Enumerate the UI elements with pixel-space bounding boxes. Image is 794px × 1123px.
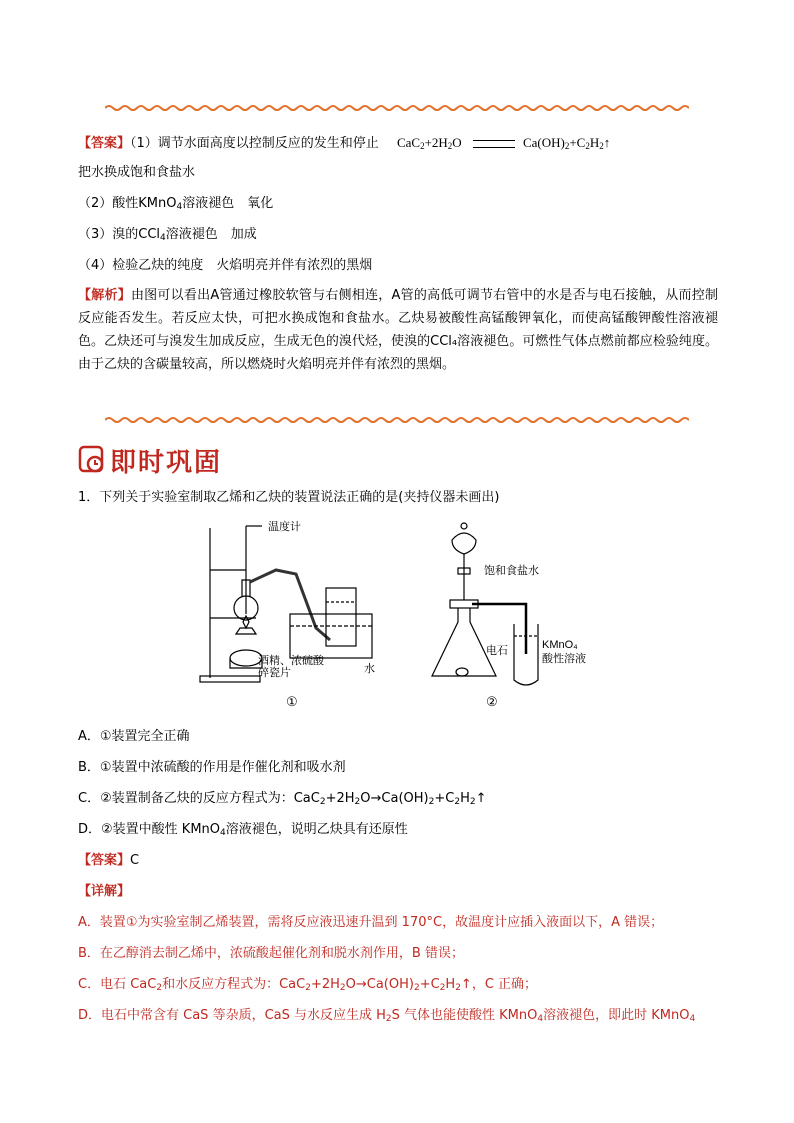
label-brine: 饱和食盐水 <box>484 565 539 577</box>
label-carbide: 电石 <box>486 645 508 657</box>
detail-d: D．电石中常含有 CaS 等杂质，CaS 与水反应生成 $H_2S$ 气体也能使酸性 KMnO$_4$溶液褪色，即此时 KMnO$_4$ <box>78 1008 696 1024</box>
calcium-carbide <box>456 668 468 676</box>
answer-1-text: （1）调节水面高度以控制反应的发生和停止 <box>130 136 379 151</box>
label-acidic-solution: 酸性溶液 <box>542 653 586 665</box>
water-trough <box>290 614 372 658</box>
answer-line <box>78 852 139 870</box>
detail-c: C．电石 CaC$_2$和水反应方程式为：$CaC_2+2H_2O\to Ca(OH)_2+C_2H_2↑$，C 正确； <box>78 977 538 993</box>
answer-line-5: （4）检验乙炔的纯度 火焰明亮并伴有浓烈的黑烟 <box>78 258 373 273</box>
analysis-paragraph <box>78 284 718 376</box>
clock-book-icon <box>78 445 106 473</box>
answer-label: 【答案】 <box>78 136 131 151</box>
answer-line-1 <box>78 134 610 153</box>
option-a: A．①装置完全正确 <box>78 729 190 744</box>
option-d: D．②装置中酸性 KMnO$_4$溶液褪色，说明乙炔具有还原性 <box>78 822 408 838</box>
detail-label: 【详解】 <box>78 884 131 899</box>
answer-line-2: 把水换成饱和食盐水 <box>78 165 196 180</box>
answer-line-4: （3）溴的CCl$_4$溶液褪色 加成 <box>78 227 257 243</box>
answer-label-2: 【答案】 <box>78 853 131 868</box>
label-alcohol-acid: 酒精、浓硫酸 <box>258 655 324 667</box>
label-water: 水 <box>364 663 375 675</box>
wavy-divider-bottom <box>105 416 689 424</box>
label-fig1: ① <box>286 694 298 709</box>
conical-flask <box>432 608 496 676</box>
wavy-divider-top <box>105 104 689 112</box>
label-kmno4: KMnO₄ <box>542 639 578 651</box>
detail-a: A．装置①为实验室制乙烯装置，需将反应液迅速升温到 170°C，故温度计应插入液面以下，A 错误； <box>78 915 664 930</box>
question-stem: 1．下列关于实验室制取乙烯和乙炔的装置说法正确的是(夹持仪器未画出) <box>78 490 500 505</box>
answer-1-equation: $CaC_2+2H_2O$ $Ca(OH)_2+C_2H_2↑$ <box>396 135 611 151</box>
analysis-text: 由图可以看出A管通过橡胶软管与右侧相连，A管的高低可调节右管中的水是否与电石接触，从而控制反应能否发生。若反应太快，可把水换成饱和食盐水。乙炔易被酸性高锰酸钾氧化，而使高锰酸钾酸性溶液褪色。乙炔还可与溴发生加成反应，生成无色的溴代烃，使溴的CCl₄溶液褪色。可燃性气体点燃前都应检验纯度。由于乙炔的含碳量较高，所以燃烧时火焰明亮并伴有浓烈的黑烟。 <box>78 288 718 372</box>
separatory-funnel <box>452 533 476 554</box>
apparatus-diagram <box>196 518 596 714</box>
detail-b: B．在乙醇消去制乙烯中，浓硫酸起催化剂和脱水剂作用，B 错误； <box>78 946 464 961</box>
option-b: B．①装置中浓硫酸的作用是作催化剂和吸水剂 <box>78 760 346 775</box>
answer-line-3: （2）酸性KMnO$_4$溶液褪色 氧化 <box>78 196 274 212</box>
label-porcelain: 碎瓷片 <box>258 667 291 679</box>
collecting-bottle <box>326 588 356 646</box>
section-title-text: 即时巩固 <box>110 448 223 478</box>
label-thermometer: 温度计 <box>268 521 301 533</box>
equation-equals-sign <box>473 140 515 148</box>
label-fig2: ② <box>486 694 498 709</box>
answer-value: C <box>130 853 140 868</box>
analysis-label: 【解析】 <box>78 288 131 303</box>
stand-base <box>200 676 260 682</box>
option-c: C．②装置制备乙炔的反应方程式为：$CaC_2+2H_2O\to Ca(OH)_2+C_2H_2↑$ <box>78 791 487 807</box>
